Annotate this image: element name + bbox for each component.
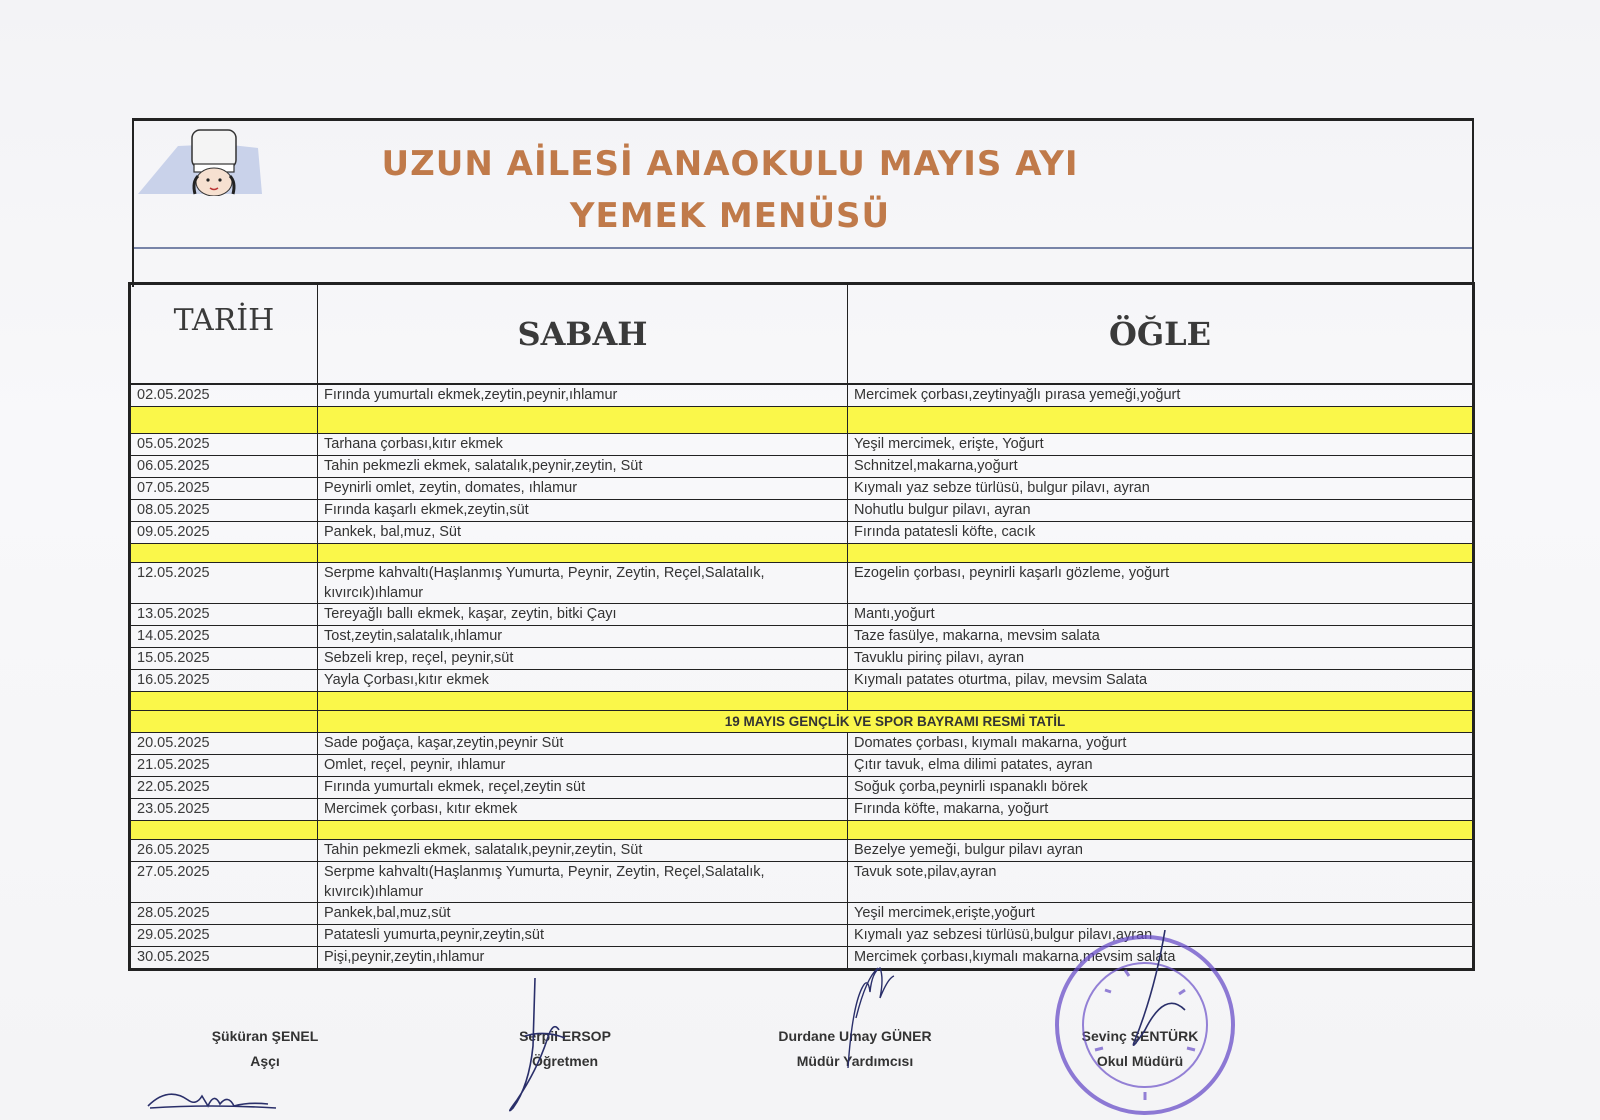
signature-role: Aşçı — [250, 1053, 280, 1069]
noon-cell — [848, 821, 1474, 840]
table-row — [130, 862, 1474, 903]
noon-cell: Mantı,yoğurt — [848, 604, 1474, 626]
table-row — [130, 648, 1474, 670]
table-row — [130, 733, 1474, 755]
morning-cell: Pankek, bal,muz, Süt — [318, 522, 848, 544]
signature-name: Serpil ERSOP — [519, 1028, 611, 1044]
morning-cell: Patatesli yumurta,peynir,zeytin,süt — [318, 925, 848, 947]
date-cell: 12.05.2025 — [130, 563, 318, 604]
morning-cell — [318, 821, 848, 840]
noon-cell: Mercimek çorbası,zeytinyağlı pırasa yemeği,yoğurt — [848, 384, 1474, 407]
table-row — [130, 626, 1474, 648]
morning-cell: Serpme kahvaltı(Haşlanmış Yumurta, Peynir, Zeytin, Reçel,Salatalık, kıvırcık)ıhlamur — [318, 563, 848, 604]
signature-role: Müdür Yardımcısı — [796, 1053, 914, 1069]
column-header-morning: SABAH — [318, 284, 848, 385]
date-cell: 30.05.2025 — [130, 947, 318, 970]
morning-cell: Tarhana çorbası,kıtır ekmek — [318, 434, 848, 456]
table-row — [130, 947, 1474, 970]
date-cell: 22.05.2025 — [130, 777, 318, 799]
date-cell: 27.05.2025 — [130, 862, 318, 903]
signature-cook — [195, 1024, 335, 1074]
noon-cell: Schnitzel,makarna,yoğurt — [848, 456, 1474, 478]
morning-cell: Sade poğaça, kaşar,zeytin,peynir Süt — [318, 733, 848, 755]
date-cell: 05.05.2025 — [130, 434, 318, 456]
noon-cell: Tavuk sote,pilav,ayran — [848, 862, 1474, 903]
noon-cell: Tavuklu pirinç pilavı, ayran — [848, 648, 1474, 670]
date-cell: 08.05.2025 — [130, 500, 318, 522]
school-stamp — [1045, 930, 1245, 1120]
date-cell: 06.05.2025 — [130, 456, 318, 478]
date-cell: 20.05.2025 — [130, 733, 318, 755]
noon-cell: Kıymalı yaz sebzesi türlüsü,bulgur pilavı,ayran — [848, 925, 1474, 947]
handwritten-signature — [140, 1082, 290, 1116]
morning-cell — [318, 544, 848, 563]
column-header-noon: ÖĞLE — [848, 284, 1474, 385]
holiday-cell: 19 MAYIS GENÇLİK VE SPOR BAYRAMI RESMİ TATİL — [318, 711, 1474, 733]
noon-cell: Çıtır tavuk, elma dilimi patates, ayran — [848, 755, 1474, 777]
table-row — [130, 384, 1474, 407]
date-cell: 26.05.2025 — [130, 840, 318, 862]
noon-cell: Mercimek çorbası,kıymalı makarna,mevsim salata — [848, 947, 1474, 970]
title-divider — [134, 247, 1472, 249]
noon-cell: Kıymalı yaz sebze türlüsü, bulgur pilavı, ayran — [848, 478, 1474, 500]
handwritten-signature — [505, 976, 575, 1116]
date-cell — [130, 692, 318, 711]
morning-cell: Pişi,peynir,zeytin,ıhlamur — [318, 947, 848, 970]
noon-cell: Ezogelin çorbası, peynirli kaşarlı gözleme, yoğurt — [848, 563, 1474, 604]
header-row — [130, 284, 1474, 385]
morning-cell — [318, 407, 848, 434]
separator-row — [130, 692, 1474, 711]
table-row — [130, 799, 1474, 821]
morning-cell: Peynirli omlet, zeytin, domates, ıhlamur — [318, 478, 848, 500]
table-row — [130, 500, 1474, 522]
table-row — [130, 670, 1474, 692]
signature-name: Sevinç ŞENTÜRK — [1081, 1028, 1199, 1044]
noon-cell: Fırında köfte, makarna, yoğurt — [848, 799, 1474, 821]
table-row — [130, 925, 1474, 947]
date-cell: 02.05.2025 — [130, 384, 318, 407]
separator-row — [130, 407, 1474, 434]
handwritten-signature — [838, 958, 898, 1078]
date-cell: 15.05.2025 — [130, 648, 318, 670]
title-line-1: UZUN AİLESİ ANAOKULU MAYIS AYI — [381, 144, 1079, 184]
signature-name: Durdane Umay GÜNER — [778, 1028, 932, 1044]
table-row — [130, 840, 1474, 862]
date-cell: 29.05.2025 — [130, 925, 318, 947]
morning-cell: Fırında kaşarlı ekmek,zeytin,süt — [318, 500, 848, 522]
morning-cell: Pankek,bal,muz,süt — [318, 903, 848, 925]
date-cell — [130, 407, 318, 434]
noon-cell: Nohutlu bulgur pilavı, ayran — [848, 500, 1474, 522]
date-cell — [130, 711, 318, 733]
morning-cell: Tahin pekmezli ekmek, salatalık,peynir,zeytin, Süt — [318, 456, 848, 478]
morning-cell: Tost,zeytin,salatalık,ıhlamur — [318, 626, 848, 648]
noon-cell: Soğuk çorba,peynirli ıspanaklı börek — [848, 777, 1474, 799]
table-row — [130, 434, 1474, 456]
table-row — [130, 755, 1474, 777]
table-row — [130, 563, 1474, 604]
morning-cell: Yayla Çorbası,kıtır ekmek — [318, 670, 848, 692]
table-row — [130, 478, 1474, 500]
table-row — [130, 903, 1474, 925]
separator-row — [130, 711, 1474, 733]
morning-cell: Mercimek çorbası, kıtır ekmek — [318, 799, 848, 821]
morning-cell: Serpme kahvaltı(Haşlanmış Yumurta, Peynir, Zeytin, Reçel,Salatalık, kıvırcık)ıhlamur — [318, 862, 848, 903]
table-row — [130, 522, 1474, 544]
noon-cell — [848, 544, 1474, 563]
date-cell: 28.05.2025 — [130, 903, 318, 925]
morning-cell: Tahin pekmezli ekmek, salatalık,peynir,zeytin, Süt — [318, 840, 848, 862]
menu-body — [130, 384, 1474, 970]
noon-cell: Domates çorbası, kıymalı makarna, yoğurt — [848, 733, 1474, 755]
date-cell: 21.05.2025 — [130, 755, 318, 777]
date-cell — [130, 821, 318, 840]
chef-logo — [138, 124, 264, 196]
date-cell: 16.05.2025 — [130, 670, 318, 692]
date-cell: 13.05.2025 — [130, 604, 318, 626]
menu-table — [128, 282, 1475, 971]
date-cell: 23.05.2025 — [130, 799, 318, 821]
noon-cell — [848, 692, 1474, 711]
date-cell — [130, 544, 318, 563]
noon-cell: Fırında patatesli köfte, cacık — [848, 522, 1474, 544]
separator-row — [130, 821, 1474, 840]
date-cell: 14.05.2025 — [130, 626, 318, 648]
morning-cell: Tereyağlı ballı ekmek, kaşar, zeytin, bitki Çayı — [318, 604, 848, 626]
morning-cell: Fırında yumurtalı ekmek, reçel,zeytin süt — [318, 777, 848, 799]
noon-cell: Yeşil mercimek, erişte, Yoğurt — [848, 434, 1474, 456]
noon-cell: Kıymalı patates oturtma, pilav, mevsim Salata — [848, 670, 1474, 692]
separator-row — [130, 544, 1474, 563]
noon-cell: Bezelye yemeği, bulgur pilavı ayran — [848, 840, 1474, 862]
morning-cell — [318, 692, 848, 711]
page-title — [330, 138, 1130, 242]
signature-name: Şüküran ŞENEL — [211, 1028, 319, 1044]
table-row — [130, 604, 1474, 626]
column-header-date: TARİH — [130, 284, 318, 385]
date-cell: 09.05.2025 — [130, 522, 318, 544]
morning-cell: Fırında yumurtalı ekmek,zeytin,peynir,ıhlamur — [318, 384, 848, 407]
noon-cell: Taze fasülye, makarna, mevsim salata — [848, 626, 1474, 648]
noon-cell — [848, 407, 1474, 434]
signature-role: Öğretmen — [531, 1053, 599, 1069]
table-row — [130, 777, 1474, 799]
date-cell: 07.05.2025 — [130, 478, 318, 500]
title-line-2: YEMEK MENÜSÜ — [569, 196, 891, 236]
morning-cell: Omlet, reçel, peynir, ıhlamur — [318, 755, 848, 777]
noon-cell: Yeşil mercimek,erişte,yoğurt — [848, 903, 1474, 925]
signature-role: Okul Müdürü — [1096, 1053, 1184, 1069]
table-row — [130, 456, 1474, 478]
morning-cell: Sebzeli krep, reçel, peynir,süt — [318, 648, 848, 670]
